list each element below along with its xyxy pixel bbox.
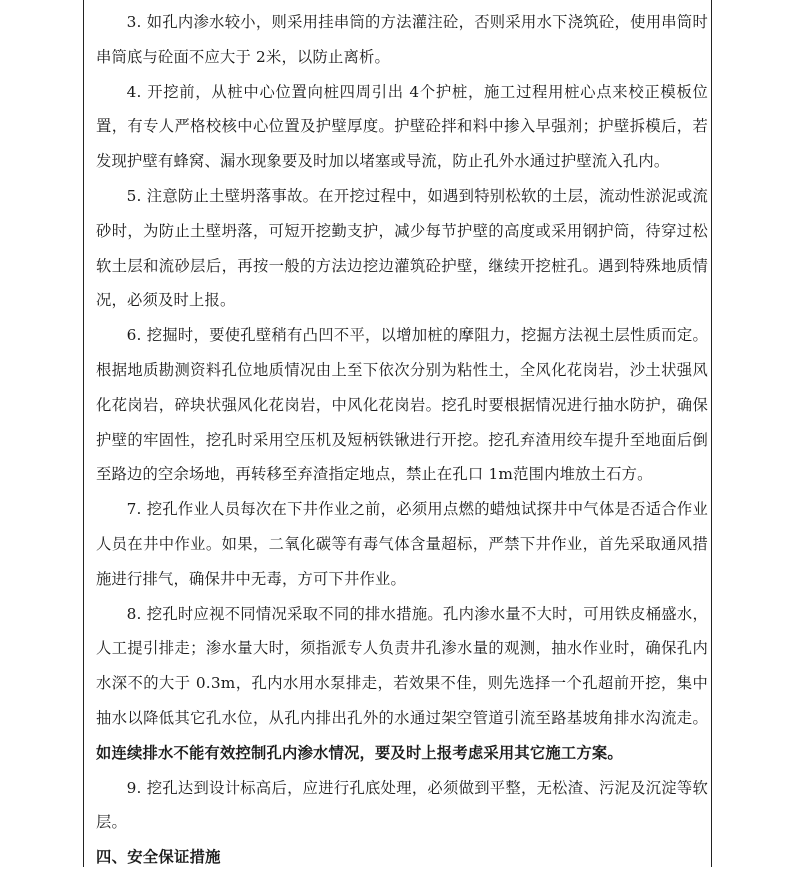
paragraph-8-text: 8. 挖孔时应视不同情况采取不同的排水措施。孔内渗水量不大时，可用铁皮桶盛水，人工提引排走；渗水量大时，须指派专人负责井孔渗水量的观测，抽水作业时，确保孔内水深不的大于 0.3m，孔内水用水泵排走，若效果不佳，则先选择一个孔超前开挖，集中抽水以降低其它孔水位，从孔内排出孔外的水通过架空管道引流至路基坡角排水沟流走。	[96, 604, 708, 727]
document-body	[96, 0, 708, 875]
paragraph-6: 6. 挖掘时，要使孔壁稍有凸凹不平，以增加桩的摩阻力，挖掘方法视土层性质而定。根据地质勘测资料孔位地质情况由上至下依次分别为粘性土，全风化花岗岩，沙土状强风化花岗岩，碎块状强风化花岗岩，中风化花岗岩。挖孔时要根据情况进行抽水防护，确保护壁的牢固性，挖孔时采用空压机及短柄铁锹进行开挖。挖孔弃渣用绞车提升至地面后倒至路边的空余场地，再转移至弃渣指定地点，禁止在孔口 1m范围内堆放土石方。	[96, 326, 708, 484]
section-heading: 四、安全保证措施	[96, 848, 221, 867]
paragraph-9: 9. 挖孔达到设计标高后，应进行孔底处理，必须做到平整，无松渣、污泥及沉淀等软层。	[96, 778, 708, 832]
paragraph-5: 5. 注意防止土壁坍落事故。在开挖过程中，如遇到特别松软的土层，流动性淤泥或流砂时，为防止土壁坍落，可短开挖勤支护，减少每节护壁的高度或采用钢护筒，待穿过松软土层和流砂层后，再按一般的方法边挖边灌筑砼护壁，继续开挖桩孔。遇到特殊地质情况，必须及时上报。	[96, 186, 708, 310]
paragraph-7: 7. 挖孔作业人员每次在下井作业之前，必须用点燃的蜡烛试探井中气体是否适合作业人员在井中作业。如果，二氧化碳等有毒气体含量超标，严禁下井作业，首先采取通风措施进行排气，确保井中无毒，方可下井作业。	[96, 500, 708, 588]
paragraph-4: 4. 开挖前，从桩中心位置向桩四周引出 4个护桩，施工过程用桩心点来校正模板位置，有专人严格校核中心位置及护壁厚度。护壁砼拌和料中掺入早强剂；护壁拆模后，若发现护壁有蜂窝、漏水现象要及时加以堵塞或导流，防止孔外水通过护壁流入孔内。	[96, 82, 708, 171]
paragraph-8-bold-note: 如连续排水不能有效控制孔内渗水情况，要及时上报考虑采用其它施工方案。	[96, 743, 623, 762]
paragraph-3: 3. 如孔内渗水较小，则采用挂串筒的方法灌注砼，否则采用水下浇筑砼，使用串筒时串筒底与砼面不应大于 2米，以防止离析。	[96, 13, 708, 66]
paragraph-8	[96, 597, 708, 771]
